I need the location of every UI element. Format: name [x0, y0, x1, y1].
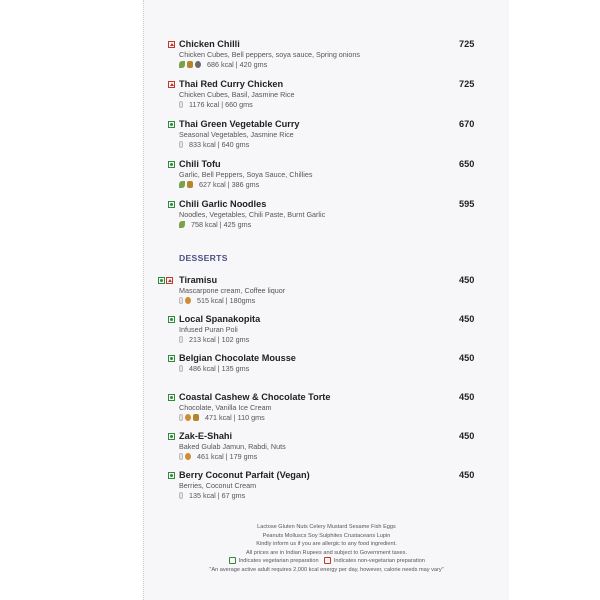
soy-icon [179, 181, 185, 188]
item-name: Thai Green Vegetable Curry [179, 119, 300, 129]
item-price: 450 [459, 470, 475, 480]
item-price: 670 [459, 119, 475, 129]
item-description: Chocolate, Vanilla Ice Cream [179, 403, 272, 412]
soy-icon [179, 221, 185, 228]
item-name: Local Spanakopita [179, 314, 261, 324]
lactose-icon [179, 297, 183, 304]
item-price: 450 [459, 353, 475, 363]
veg-mark-icon [168, 433, 175, 440]
section-title-desserts: DESSERTS [179, 253, 228, 263]
item-price: 725 [459, 39, 475, 49]
nuts-icon [185, 453, 191, 460]
gluten-icon [187, 61, 193, 68]
veg-mark-icon [168, 316, 175, 323]
menu-page [143, 0, 509, 600]
veg-mark-icon [168, 121, 175, 128]
item-price: 725 [459, 79, 475, 89]
item-description: Berries, Coconut Cream [179, 481, 257, 490]
veg-mark-icon [168, 201, 175, 208]
item-nutrition [179, 100, 253, 109]
item-kcal: 461 kcal | 179 gms [197, 452, 258, 461]
item-kcal: 627 kcal | 386 gms [199, 180, 260, 189]
legend-line-2: Peanuts Molluscs Soy Sulphites Crustaceans Lupin [262, 532, 391, 539]
item-price: 450 [459, 275, 475, 285]
item-name: Chili Garlic Noodles [179, 199, 267, 209]
nuts-icon [185, 414, 191, 421]
soy-icon [179, 61, 185, 68]
item-nutrition [179, 296, 255, 305]
mollusc-icon [195, 61, 201, 68]
item-name: Belgian Chocolate Mousse [179, 353, 296, 363]
item-price: 450 [459, 392, 475, 402]
legend-line-3: Kindly inform us if you are allergic to any food ingredient. [256, 541, 397, 548]
item-price: 650 [459, 159, 475, 169]
lactose-icon [179, 365, 183, 372]
item-description: Chicken Cubes, Basil, Jasmine Rice [179, 90, 295, 99]
veg-mark-icon [158, 277, 165, 284]
item-nutrition [179, 335, 249, 344]
item-description: Seasonal Vegetables, Jasmine Rice [179, 130, 294, 139]
legend-line-5 [144, 557, 509, 566]
legend-line-4: All prices are in Indian Rupees and subject to Government taxes. [245, 549, 408, 556]
item-nutrition [179, 452, 257, 461]
legend-line-6: "An average active adult requires 2,000 kcal energy per day, however, calorie needs may vary" [209, 566, 444, 573]
item-description: Baked Gulab Jamun, Rabdi, Nuts [179, 442, 286, 451]
item-kcal: 515 kcal | 180gms [197, 296, 256, 305]
item-description: Infused Puran Poli [179, 325, 238, 334]
gluten-icon [193, 414, 199, 421]
lactose-icon [179, 101, 183, 108]
item-nutrition [179, 491, 245, 500]
lactose-icon [179, 492, 183, 499]
item-nutrition [179, 180, 259, 189]
item-name: Berry Coconut Parfait (Vegan) [179, 470, 310, 480]
item-name: Coastal Cashew & Chocolate Torte [179, 392, 331, 402]
lactose-icon [179, 336, 183, 343]
item-price: 595 [459, 199, 475, 209]
item-nutrition [179, 364, 249, 373]
legend-veg-text: Indicates vegetarian preparation [238, 558, 319, 565]
item-kcal: 471 kcal | 110 gms [205, 413, 265, 422]
item-description: Mascarpone cream, Coffee liquor [179, 286, 286, 295]
item-price: 450 [459, 431, 475, 441]
item-name: Tiramisu [179, 275, 218, 285]
veg-mark-icon [168, 472, 175, 479]
allergen-legend [144, 523, 509, 575]
item-kcal: 1176 kcal | 660 gms [189, 100, 253, 109]
item-description: Noodles, Vegetables, Chili Paste, Burnt Garlic [179, 210, 326, 219]
veg-mark-icon [229, 557, 236, 564]
item-kcal: 486 kcal | 135 gms [189, 364, 250, 373]
item-price: 450 [459, 314, 475, 324]
item-nutrition [179, 220, 251, 229]
veg-mark-icon [168, 355, 175, 362]
lactose-icon [179, 141, 183, 148]
item-kcal: 833 kcal | 640 gms [189, 140, 250, 149]
item-name: Chicken Chilli [179, 39, 240, 49]
lactose-icon [179, 453, 183, 460]
item-nutrition [179, 413, 265, 422]
item-kcal: 686 kcal | 420 gms [207, 60, 268, 69]
item-kcal: 135 kcal | 67 gms [189, 491, 246, 500]
item-nutrition [179, 60, 267, 69]
item-description: Chicken Cubes, Bell peppers, soya sauce, Spring onions [179, 50, 360, 59]
veg-mark-icon [168, 394, 175, 401]
nonveg-mark-icon [168, 81, 175, 88]
nuts-icon [185, 297, 191, 304]
item-nutrition [179, 140, 249, 149]
item-name: Zak-E-Shahi [179, 431, 233, 441]
item-name: Thai Red Curry Chicken [179, 79, 284, 89]
legend-line-1: Lactose Gluten Nuts Celery Mustard Sesame Fish Eggs [257, 524, 396, 530]
veg-mark-icon [168, 161, 175, 168]
nonveg-mark-icon [168, 41, 175, 48]
gluten-icon [187, 181, 193, 188]
item-description: Garlic, Bell Peppers, Soya Sauce, Chillies [179, 170, 313, 179]
nonveg-mark-icon [166, 277, 173, 284]
nonveg-mark-icon [324, 557, 331, 564]
item-kcal: 213 kcal | 102 gms [189, 335, 250, 344]
item-name: Chili Tofu [179, 159, 221, 169]
legend-nonveg-text: Indicates non-vegetarian preparation [333, 558, 425, 565]
item-kcal: 758 kcal | 425 gms [191, 220, 252, 229]
lactose-icon [179, 414, 183, 421]
